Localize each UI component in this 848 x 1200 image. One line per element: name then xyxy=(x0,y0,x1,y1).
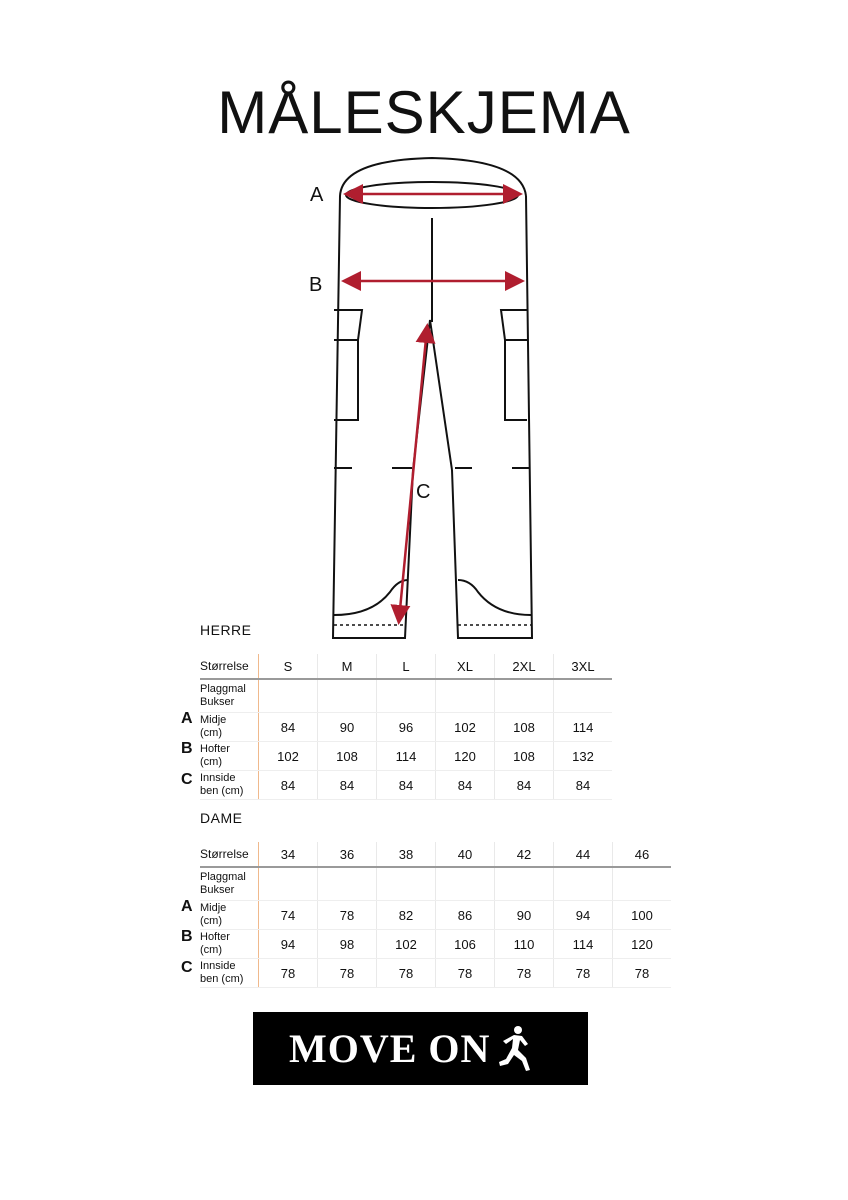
row-letter-a: A xyxy=(181,710,193,727)
dame-size-table xyxy=(200,842,671,988)
table-cell: 100 xyxy=(613,901,672,930)
size-header-row xyxy=(200,654,612,679)
size-cell: 36 xyxy=(318,842,377,867)
table-cell: 114 xyxy=(377,742,436,771)
table-cell: 78 xyxy=(318,959,377,988)
size-label: Størrelse xyxy=(200,654,258,679)
table-cell: 78 xyxy=(318,901,377,930)
table-cell: 84 xyxy=(318,771,377,800)
row-label: Innside ben (cm) xyxy=(200,959,258,988)
label-c: C xyxy=(416,481,431,503)
table-cell: 84 xyxy=(259,771,318,800)
table-cell: 84 xyxy=(436,771,495,800)
table-cell: 90 xyxy=(495,901,554,930)
size-cell: 40 xyxy=(436,842,495,867)
table-cell: 78 xyxy=(554,959,613,988)
table-cell: 108 xyxy=(495,713,554,742)
table-cell: 90 xyxy=(318,713,377,742)
size-cell: 44 xyxy=(554,842,613,867)
table-row xyxy=(200,959,671,988)
label-a: A xyxy=(310,184,324,206)
table-cell: 84 xyxy=(377,771,436,800)
table-cell: 132 xyxy=(554,742,613,771)
table-cell: 84 xyxy=(554,771,613,800)
table-cell: 96 xyxy=(377,713,436,742)
table-cell: 82 xyxy=(377,901,436,930)
row-label: Midje (cm) xyxy=(200,901,258,930)
size-cell: XL xyxy=(436,654,495,679)
table-cell: 98 xyxy=(318,930,377,959)
plaggmal-label: Plaggmal Bukser xyxy=(200,679,258,713)
table-cell: 120 xyxy=(613,930,672,959)
row-label: Midje (cm) xyxy=(200,713,258,742)
size-cell: 3XL xyxy=(554,654,613,679)
logo-text: MOVE ON xyxy=(289,1026,491,1071)
size-cell: S xyxy=(259,654,318,679)
table-row xyxy=(200,742,612,771)
table-cell: 108 xyxy=(318,742,377,771)
table-cell: 78 xyxy=(436,959,495,988)
waistband xyxy=(340,158,526,196)
size-cell: 2XL xyxy=(495,654,554,679)
table-cell: 78 xyxy=(495,959,554,988)
table-cell: 78 xyxy=(377,959,436,988)
herre-size-table xyxy=(200,654,612,800)
table-cell: 102 xyxy=(259,742,318,771)
plaggmal-label: Plaggmal Bukser xyxy=(200,867,258,901)
arrow-c xyxy=(399,328,427,620)
table-cell: 106 xyxy=(436,930,495,959)
size-cell: M xyxy=(318,654,377,679)
table-row xyxy=(200,930,671,959)
table-row xyxy=(200,901,671,930)
row-letter-a: A xyxy=(181,898,193,915)
table-cell: 114 xyxy=(554,713,613,742)
plaggmal-row xyxy=(200,867,671,901)
row-label: Innside ben (cm) xyxy=(200,771,258,800)
table-cell: 110 xyxy=(495,930,554,959)
row-letter-b: B xyxy=(181,740,193,757)
table-cell: 108 xyxy=(495,742,554,771)
size-cell: 34 xyxy=(259,842,318,867)
table-cell: 114 xyxy=(554,930,613,959)
table-cell: 102 xyxy=(436,713,495,742)
table-cell: 78 xyxy=(613,959,672,988)
size-cell: 46 xyxy=(613,842,672,867)
size-header-row xyxy=(200,842,671,867)
row-label: Hofter (cm) xyxy=(200,930,258,959)
row-label: Hofter (cm) xyxy=(200,742,258,771)
table-cell: 84 xyxy=(259,713,318,742)
herre-heading: HERRE xyxy=(200,622,252,638)
table-cell: 120 xyxy=(436,742,495,771)
table-row xyxy=(200,713,612,742)
row-letter-b: B xyxy=(181,928,193,945)
size-cell: L xyxy=(377,654,436,679)
size-label: Størrelse xyxy=(200,842,258,867)
table-row xyxy=(200,771,612,800)
row-letter-c: C xyxy=(181,959,193,976)
table-cell: 74 xyxy=(259,901,318,930)
runner-icon xyxy=(494,1024,534,1074)
label-b: B xyxy=(309,274,323,296)
table-cell: 94 xyxy=(554,901,613,930)
table-cell: 102 xyxy=(377,930,436,959)
dame-heading: DAME xyxy=(200,810,243,826)
table-cell: 78 xyxy=(259,959,318,988)
plaggmal-row xyxy=(200,679,612,713)
brand-logo xyxy=(253,1012,588,1085)
table-cell: 94 xyxy=(259,930,318,959)
page-title: MÅLESKJEMA xyxy=(217,79,631,146)
size-cell: 42 xyxy=(495,842,554,867)
table-cell: 86 xyxy=(436,901,495,930)
size-cell: 38 xyxy=(377,842,436,867)
table-cell: 84 xyxy=(495,771,554,800)
row-letter-c: C xyxy=(181,771,193,788)
